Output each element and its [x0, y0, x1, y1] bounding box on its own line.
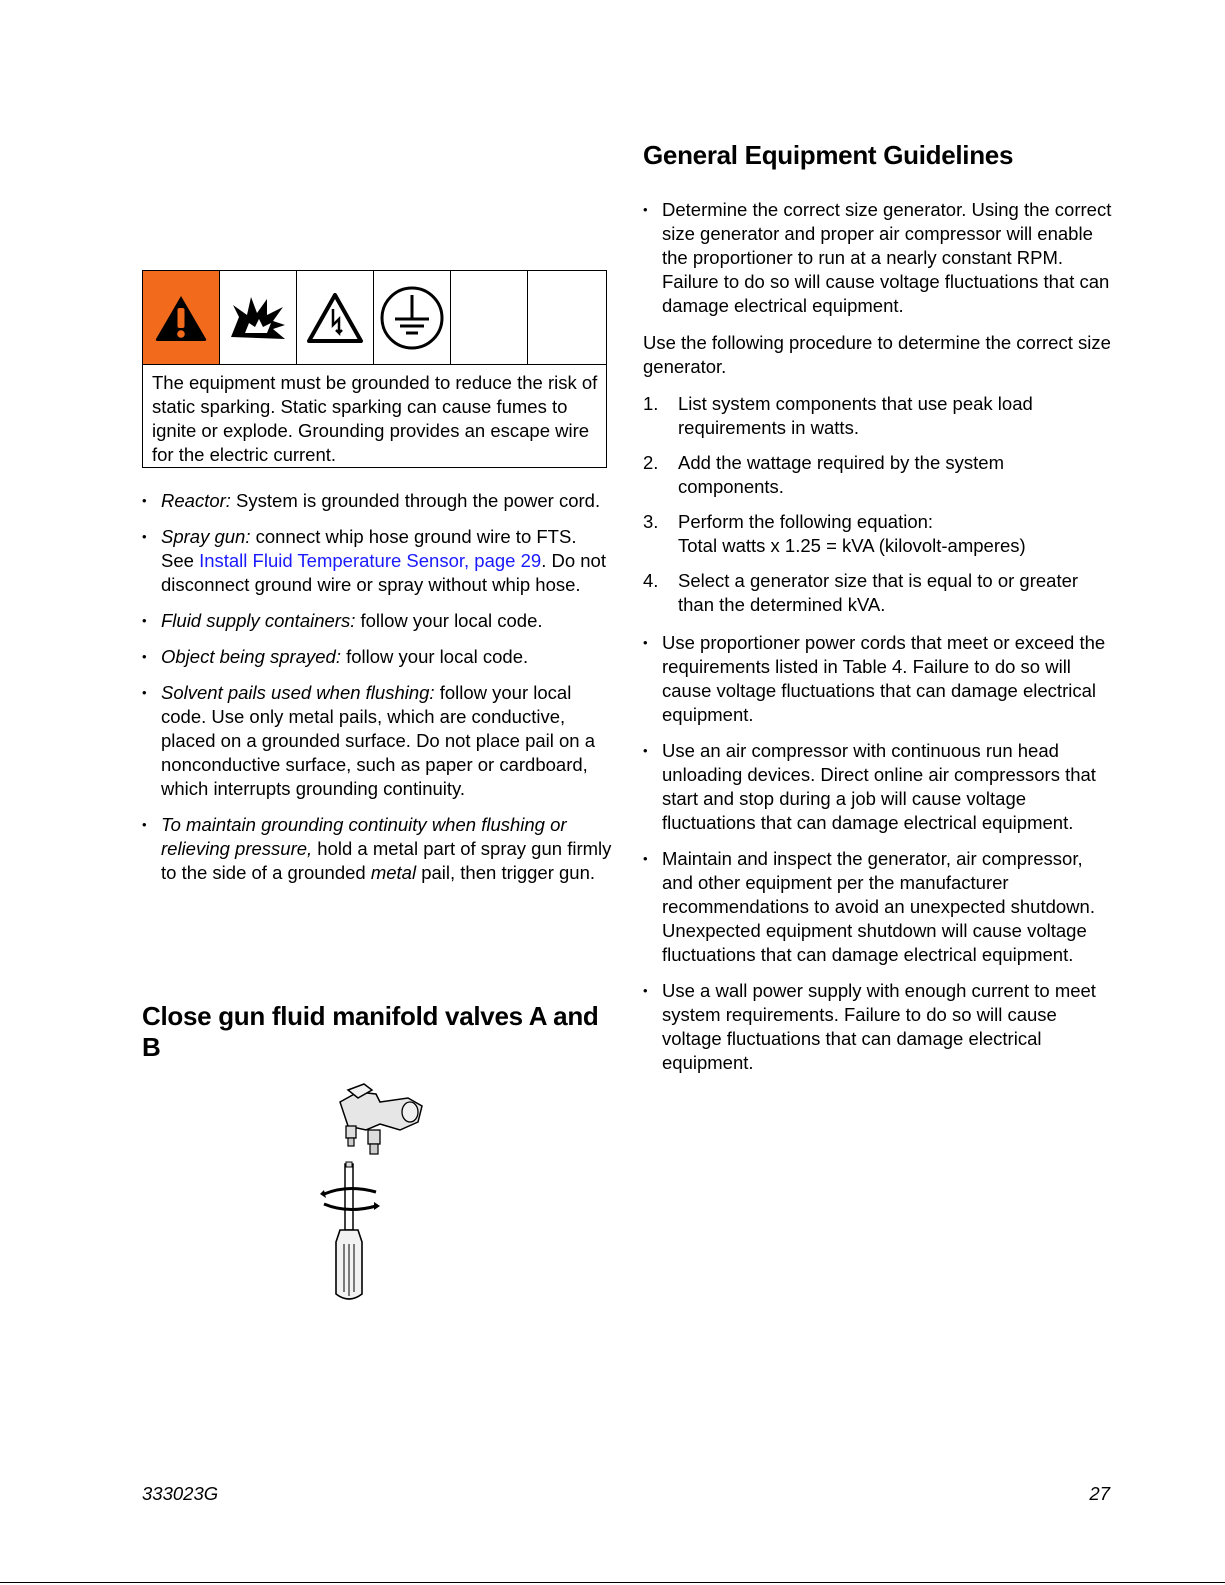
empty-icon-cell: [451, 271, 528, 364]
list-item: 2. Add the wattage required by the system components.: [643, 452, 1004, 497]
list-item: • Reactor: System is grounded through the power cord.: [142, 489, 612, 513]
procedure-intro: Use the following procedure to determine the correct size generator.: [643, 332, 1111, 377]
warning-box: [142, 270, 607, 468]
warning-icons-row: [143, 271, 606, 365]
list-item: • Use a wall power supply with enough current to meet system requirements. Failure to do so will cause voltage fluctuations that can damage electrical equipment.: [643, 979, 1113, 1075]
valve-screwdriver-illustration: [318, 1080, 428, 1305]
list-item: • Maintain and inspect the generator, air compressor, and other equipment per the manufacturer recommendations to avoid an unexpected shutdown. Unexpected equipment shutdown will cause voltage fluctuations that can damage electrical equipment.: [643, 847, 1113, 967]
list-item: • Fluid supply containers: follow your local code.: [142, 609, 612, 633]
empty-icon-cell: [528, 271, 605, 364]
page-number: 27: [1089, 1483, 1110, 1504]
general-guidelines-heading: General Equipment Guidelines: [643, 140, 1014, 170]
list-item: • Use an air compressor with continuous run head unloading devices. Direct online air compressors that start and stop during a job will cause voltage fluctuations that can damage electrical equipment.: [643, 739, 1113, 835]
list-item: • Spray gun: connect whip hose ground wire to FTS. See Install Fluid Temperature Sensor, page 29. Do not disconnect ground wire or spray without whip hose.: [142, 525, 612, 597]
warning-text: The equipment must be grounded to reduce the risk of static sparking. Static sparking can cause fumes to ignite or explode. Grounding provides an escape wire for the electric current.: [152, 372, 598, 465]
fts-install-link[interactable]: Install Fluid Temperature Sensor, page 29: [199, 550, 542, 571]
equipment-bullet-list: [643, 631, 1113, 1087]
warning-triangle-icon: [143, 271, 220, 364]
list-item: • Object being sprayed: follow your local code.: [142, 645, 612, 669]
electric-shock-icon: [297, 271, 374, 364]
list-item: 1. List system components that use peak load requirements in watts.: [643, 393, 1033, 438]
list-item: • Determine the correct size generator. Using the correct size generator and proper air compressor will enable the proportioner to run at a nearly constant RPM. Failure to do so will cause voltage fluctuations that can damage electrical equipment.: [643, 198, 1113, 318]
list-item: 4. Select a generator size that is equal to or greater than the determined kVA.: [643, 570, 1079, 615]
list-item: • Use proportioner power cords that meet or exceed the requirements listed in Table 4. Failure to do so will cause voltage fluctuations that can damage electrical equipment.: [643, 631, 1113, 727]
bottom-rule: [0, 1582, 1225, 1583]
procedure-steps: [643, 392, 1113, 628]
close-valves-heading: Close gun fluid manifold valves A and B: [142, 1001, 599, 1062]
ground-symbol-icon: [374, 271, 451, 364]
generator-bullet-list: [643, 198, 1113, 330]
explosion-icon: [220, 271, 297, 364]
list-item: • Solvent pails used when flushing: follow your local code. Use only metal pails, which are conductive, placed on a grounded surface. Do not place pail on a nonconductive surface, such as paper or cardboard, which interrupts grounding continuity.: [142, 681, 612, 801]
list-item: 3. Perform the following equation: Total watts x 1.25 = kVA (kilovolt-amperes): [643, 511, 1026, 556]
doc-number: 333023G: [142, 1483, 219, 1504]
grounding-list: [142, 489, 612, 897]
list-item: • To maintain grounding continuity when flushing or relieving pressure, hold a metal part of spray gun firmly to the side of a grounded metal pail, then trigger gun.: [142, 813, 612, 885]
